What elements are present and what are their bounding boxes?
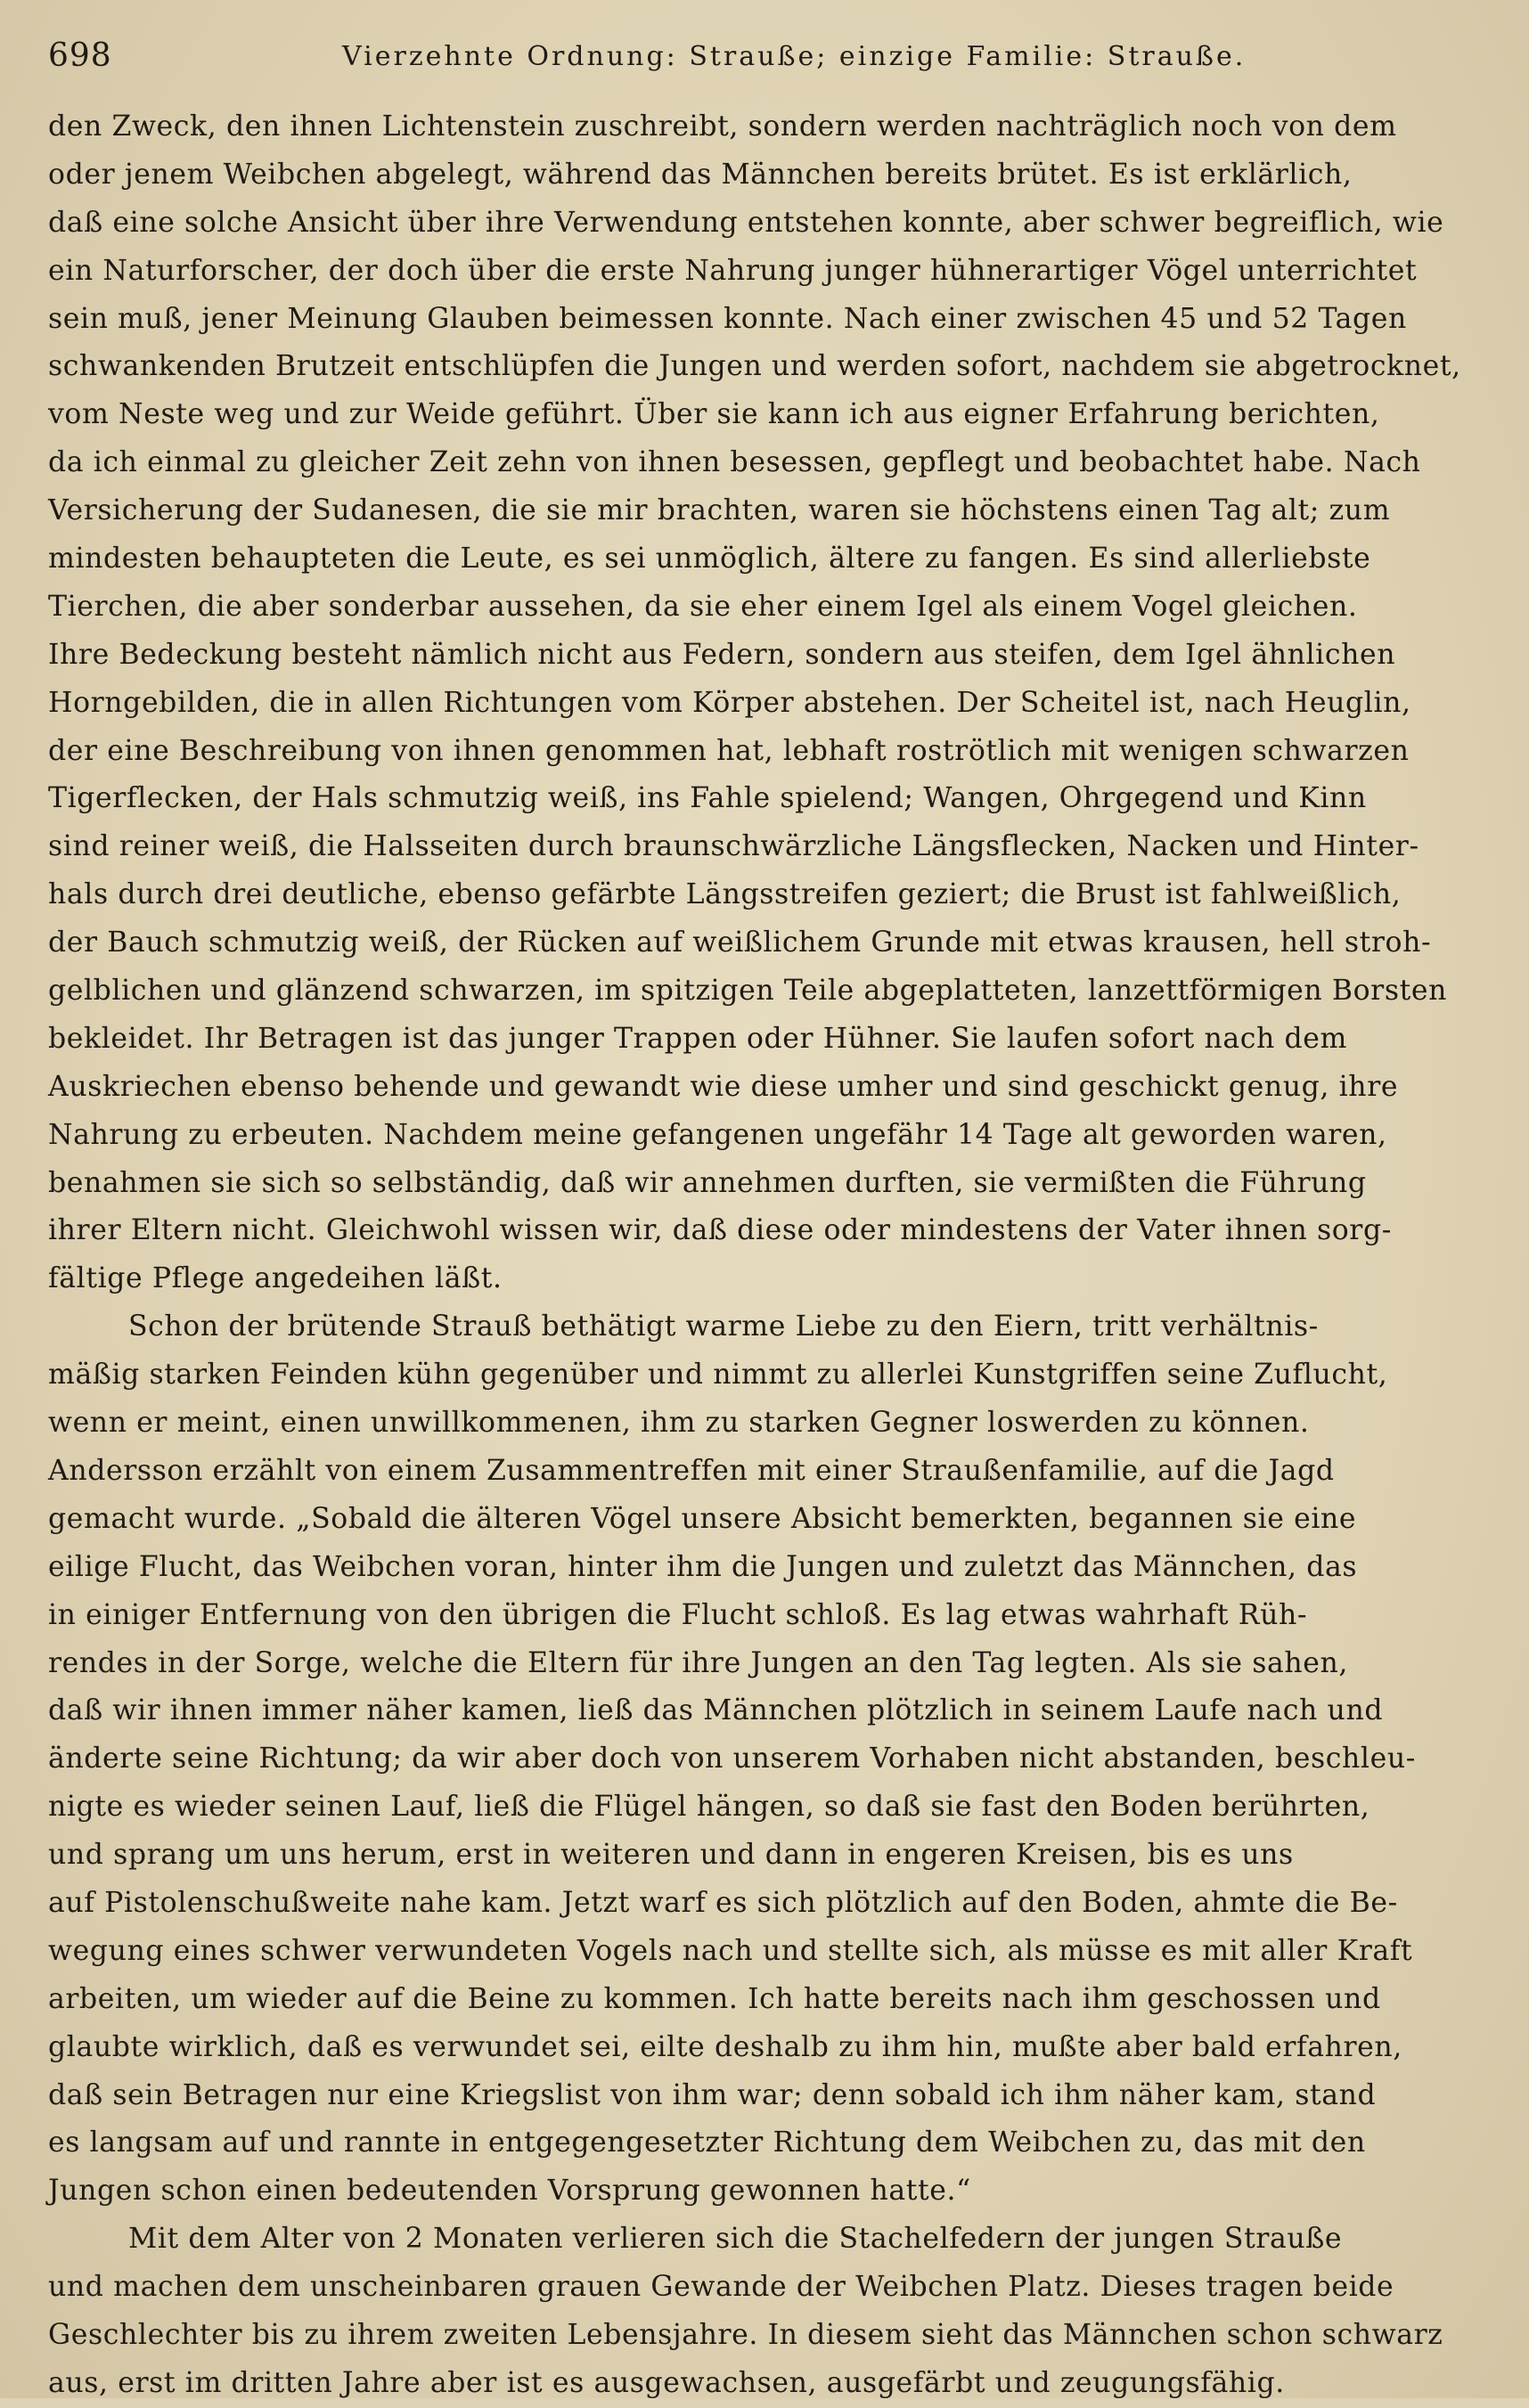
text-line: oder jenem Weibchen abgelegt, während das Männchen bereits brütet. Es ist erklärlich, bbox=[48, 158, 1353, 191]
paragraph-start-line: Schon der brütende Strauß bethätigt warme Liebe zu den Eiern, tritt verhältnis- bbox=[128, 1310, 1319, 1343]
text-line: gelblichen und glänzend schwarzen, im spitzigen Teile abgeplatteten, lanzettförmigen Borsten bbox=[48, 975, 1447, 1008]
text-line: Andersson erzählt von einem Zusammentreffen mit einer Straußenfamilie, auf die Jagd bbox=[48, 1454, 1335, 1487]
text-line: Horngebilden, die in allen Richtungen vom Körper abstehen. Der Scheitel ist, nach Heuglin, bbox=[48, 686, 1411, 719]
text-line: ein Naturforscher, der doch über die erste Nahrung junger hühnerartiger Vögel unterrichtet bbox=[48, 254, 1418, 287]
text-line: sein muß, jener Meinung Glauben beimessen konnte. Nach einer zwischen 45 und 52 Tagen bbox=[48, 302, 1407, 335]
text-line: und machen dem unscheinbaren grauen Gewande der Weibchen Platz. Dieses tragen beide bbox=[48, 2271, 1394, 2304]
text-line: da ich einmal zu gleicher Zeit zehn von ihnen besessen, gepflegt und beobachtet habe. Nach bbox=[48, 446, 1421, 479]
text-line: der eine Beschreibung von ihnen genommen hat, lebhaft roströtlich mit wenigen schwarzen bbox=[48, 734, 1410, 767]
text-line: hals durch drei deutliche, ebenso gefärbte Längsstreifen geziert; die Brust ist fahlweißlich, bbox=[48, 878, 1402, 911]
text-line: fältige Pflege angedeihen läßt. bbox=[48, 1262, 503, 1295]
text-line: Tigerflecken, der Hals schmutzig weiß, ins Fahle spielend; Wangen, Ohrgegend und Kinn bbox=[48, 782, 1367, 815]
running-head-title: Vierzehnte Ordnung: Strauße; einzige Familie: Strauße. bbox=[342, 41, 1247, 72]
text-line: arbeiten, um wieder auf die Beine zu kommen. Ich hatte bereits nach ihm geschossen und bbox=[48, 1982, 1381, 2015]
text-line: Auskriechen ebenso behende und gewandt wie diese umher und sind geschickt genug, ihre bbox=[48, 1070, 1399, 1103]
running-head bbox=[48, 37, 1492, 82]
text-line: mindesten behaupteten die Leute, es sei unmöglich, ältere zu fangen. Es sind allerliebste bbox=[48, 543, 1371, 575]
text-line: gemacht wurde. „Sobald die älteren Vögel unsere Absicht bemerkten, begannen sie eine bbox=[48, 1502, 1357, 1535]
text-line: bekleidet. Ihr Betragen ist das junger Trappen oder Hühner. Sie laufen sofort nach dem bbox=[48, 1022, 1347, 1055]
text-line: wegung eines schwer verwundeten Vogels nach und stellte sich, als müsse es mit aller Kraft bbox=[48, 1934, 1413, 1967]
text-line: Ihre Bedeckung besteht nämlich nicht aus Federn, sondern aus steifen, dem Igel ähnlichen bbox=[48, 638, 1396, 671]
text-line: ihrer Eltern nicht. Gleichwohl wissen wir, daß diese oder mindestens der Vater ihnen sorg- bbox=[48, 1214, 1392, 1247]
text-line: daß sein Betragen nur eine Kriegslist von ihm war; denn sobald ich ihm näher kam, stand bbox=[48, 2078, 1377, 2111]
text-line: auf Pistolenschußweite nahe kam. Jetzt warf es sich plötzlich auf den Boden, ahmte die Be- bbox=[48, 1886, 1398, 1919]
text-line: sind reiner weiß, die Halsseiten durch braunschwärzliche Längsflecken, Nacken und Hinter- bbox=[48, 830, 1419, 863]
text-line: mäßig starken Feinden kühn gegenüber und nimmt zu allerlei Kunstgriffen seine Zuflucht, bbox=[48, 1359, 1388, 1392]
text-line: aus, erst im dritten Jahre aber ist es ausgewachsen, ausgefärbt und zeugungsfähig. bbox=[48, 2366, 1285, 2399]
text-line: Tierchen, die aber sonderbar aussehen, da sie eher einem Igel als einem Vogel gleichen. bbox=[48, 590, 1358, 623]
text-line: Nahrung zu erbeuten. Nachdem meine gefangenen ungefähr 14 Tage alt geworden waren, bbox=[48, 1118, 1387, 1151]
text-line: benahmen sie sich so selbständig, daß wir annehmen durften, sie vermißten die Führung bbox=[48, 1166, 1367, 1199]
body-text bbox=[48, 103, 1525, 2408]
text-line: Versicherung der Sudanesen, die sie mir brachten, waren sie höchstens einen Tag alt; zum bbox=[48, 494, 1391, 527]
text-line: nigte es wieder seinen Lauf, ließ die Flügel hängen, so daß sie fast den Boden berührten, bbox=[48, 1791, 1370, 1824]
text-line: den Zweck, den ihnen Lichtenstein zuschreibt, sondern werden nachträglich noch von dem bbox=[48, 110, 1397, 143]
text-line: der Bauch schmutzig weiß, der Rücken auf weißlichem Grunde mit etwas krausen, hell stroh- bbox=[48, 926, 1432, 959]
text-line: schwankenden Brutzeit entschlüpfen die Jungen und werden sofort, nachdem sie abgetrocknet, bbox=[48, 350, 1461, 383]
text-line: glaubte wirklich, daß es verwundet sei, eilte deshalb zu ihm hin, mußte aber bald erfahren, bbox=[48, 2030, 1402, 2063]
text-line: änderte seine Richtung; da wir aber doch von unserem Vorhaben nicht abstanden, beschleu- bbox=[48, 1743, 1416, 1775]
text-line: daß wir ihnen immer näher kamen, ließ das Männchen plötzlich in seinem Laufe nach und bbox=[48, 1694, 1384, 1727]
paragraph-start-line: Mit dem Alter von 2 Monaten verlieren sich die Stachelfedern der jungen Strauße bbox=[128, 2223, 1343, 2256]
text-line: rendes in der Sorge, welche die Eltern für ihre Jungen an den Tag legten. Als sie sahen, bbox=[48, 1646, 1349, 1679]
text-line: und sprang um uns herum, erst in weiteren und dann in engeren Kreisen, bis es uns bbox=[48, 1839, 1294, 1872]
text-line: in einiger Entfernung von den übrigen die Flucht schloß. Es lag etwas wahrhaft Rüh- bbox=[48, 1598, 1308, 1631]
text-line: wenn er meint, einen unwillkommenen, ihm zu starken Gegner loswerden zu können. bbox=[48, 1407, 1310, 1440]
text-line: es langsam auf und rannte in entgegengesetzter Richtung dem Weibchen zu, das mit den bbox=[48, 2126, 1366, 2159]
page-number: 698 bbox=[48, 37, 112, 74]
text-line: eilige Flucht, das Weibchen voran, hinter ihm die Jungen und zuletzt das Männchen, das bbox=[48, 1550, 1358, 1583]
text-line: Geschlechter bis zu ihrem zweiten Lebensjahre. In diesem sieht das Männchen schon schwarz bbox=[48, 2318, 1443, 2351]
text-line: daß eine solche Ansicht über ihre Verwendung entstehen konnte, aber schwer begreiflich, wie bbox=[48, 206, 1444, 239]
text-line: Jungen schon einen bedeutenden Vorsprung gewonnen hatte.“ bbox=[48, 2175, 971, 2208]
text-line: vom Neste weg und zur Weide geführt. Über sie kann ich aus eigner Erfahrung berichten, bbox=[48, 398, 1380, 431]
